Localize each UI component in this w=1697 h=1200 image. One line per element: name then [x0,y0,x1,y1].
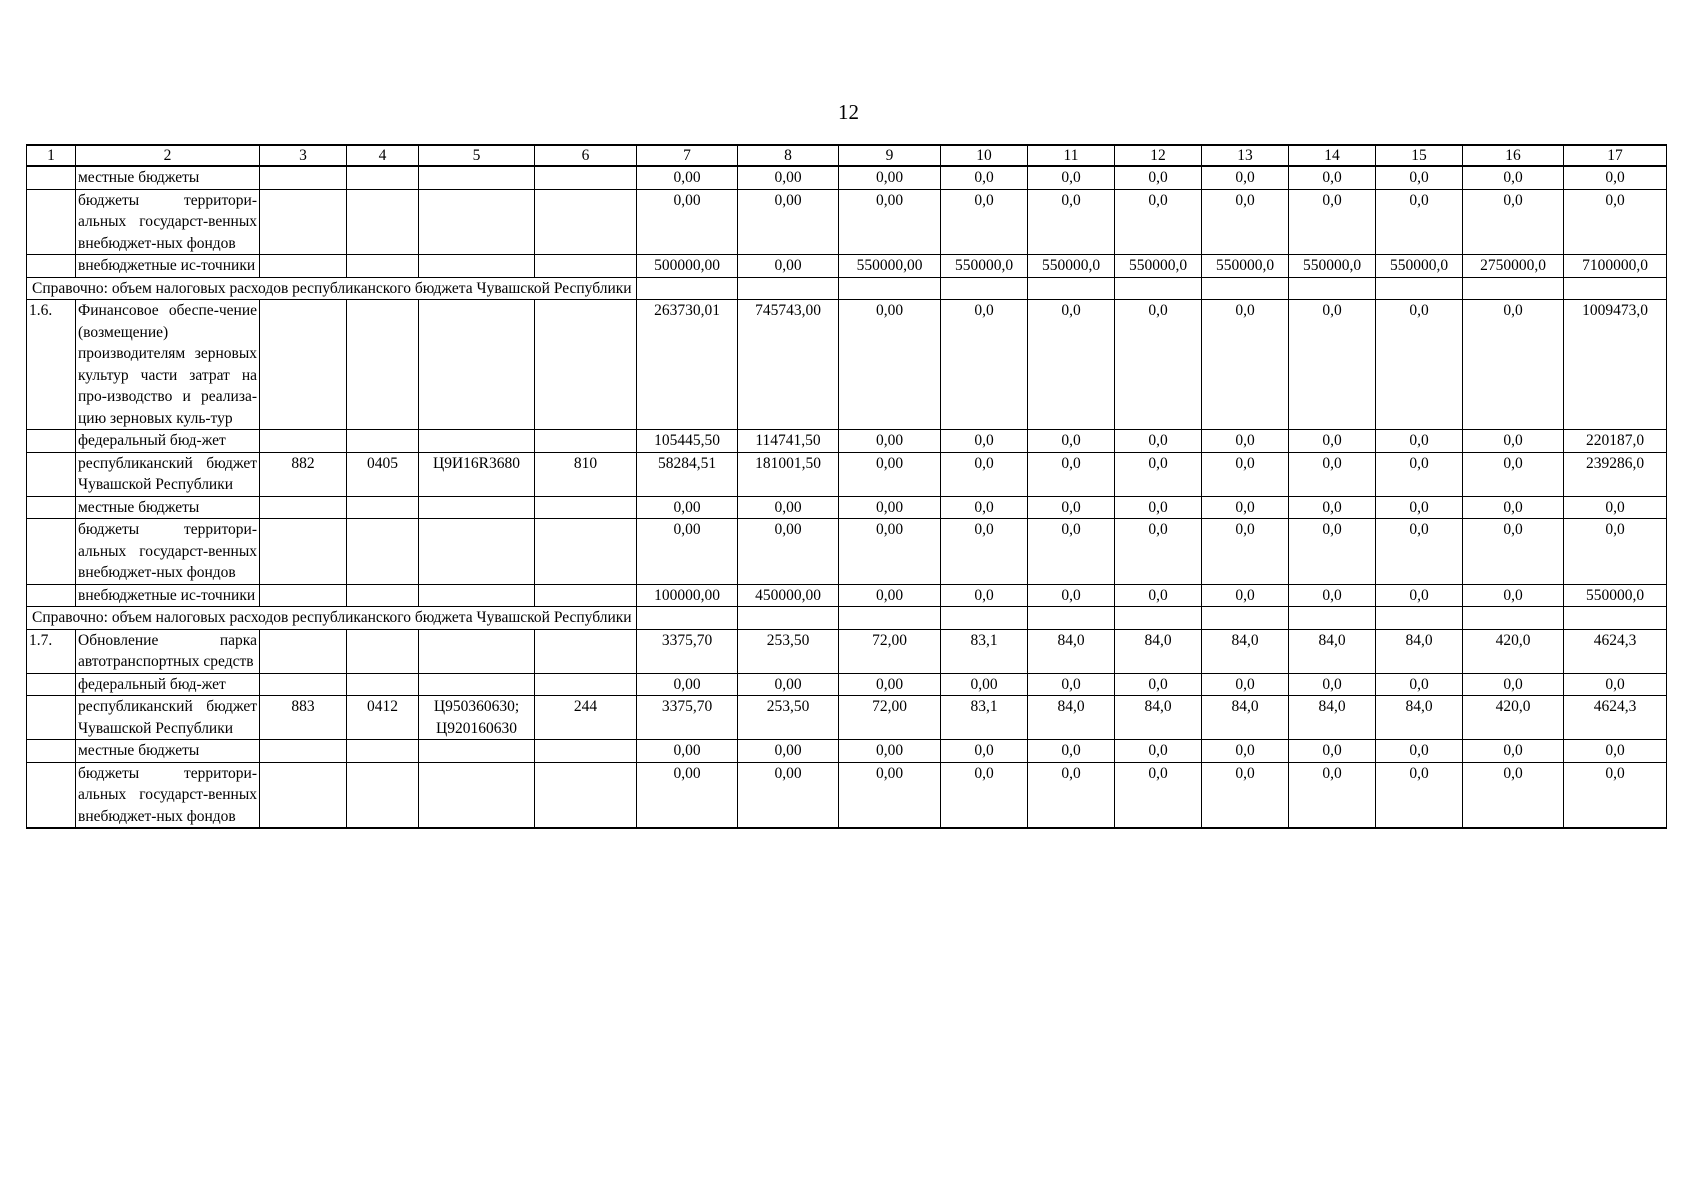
expense-type-cell [535,255,637,278]
grbs-code-cell [260,673,347,696]
value-cell: 84,0 [1115,696,1202,740]
value-cell: 4624,3 [1564,629,1667,673]
value-cell: 0,0 [1202,762,1289,828]
section-code-cell: 0412 [347,696,419,740]
item-number-cell [27,166,76,189]
target-article-cell [419,189,535,255]
table-row [27,496,1667,519]
expense-type-cell [535,166,637,189]
value-cell: 745743,00 [738,300,839,430]
value-cell: 0,00 [637,166,738,189]
table-row [27,519,1667,585]
item-name-cell: республиканский бюджет Чувашской Республики [76,452,260,496]
empty-cell [637,277,738,300]
section-code-cell [347,584,419,607]
value-cell: 0,0 [1463,496,1564,519]
value-cell: 0,0 [1028,762,1115,828]
item-name-cell: местные бюджеты [76,166,260,189]
value-cell: 84,0 [1376,696,1463,740]
value-cell: 4624,3 [1564,696,1667,740]
target-article-cell [419,496,535,519]
item-name-cell: республиканский бюджет Чувашской Республики [76,696,260,740]
grbs-code-cell [260,629,347,673]
value-cell: 0,00 [738,189,839,255]
grbs-code-cell [260,300,347,430]
value-cell: 0,0 [1289,762,1376,828]
empty-cell [1564,607,1667,630]
value-cell: 0,0 [1202,519,1289,585]
grbs-code-cell [260,430,347,453]
value-cell: 0,0 [1115,189,1202,255]
column-header: 11 [1028,145,1115,166]
value-cell: 0,0 [1289,740,1376,763]
item-number-cell [27,584,76,607]
value-cell: 0,0 [1202,584,1289,607]
value-cell: 100000,00 [637,584,738,607]
value-cell: 550000,0 [941,255,1028,278]
value-cell: 0,0 [941,452,1028,496]
grbs-code-cell [260,740,347,763]
value-cell: 0,0 [1289,673,1376,696]
column-header: 7 [637,145,738,166]
value-cell: 0,00 [738,255,839,278]
section-code-cell [347,519,419,585]
value-cell: 105445,50 [637,430,738,453]
value-cell: 0,0 [1376,673,1463,696]
item-number-cell [27,255,76,278]
grbs-code-cell [260,189,347,255]
value-cell: 263730,01 [637,300,738,430]
item-name-cell: бюджеты территори-альных государст-венных внебюджет-ных фондов [76,189,260,255]
column-number-header-row [27,145,1667,166]
expense-type-cell [535,189,637,255]
section-code-cell [347,673,419,696]
value-cell: 84,0 [1202,696,1289,740]
expense-type-cell [535,496,637,519]
value-cell: 0,00 [839,430,941,453]
value-cell: 84,0 [1376,629,1463,673]
section-code-cell [347,629,419,673]
value-cell: 0,0 [1028,189,1115,255]
item-name-cell: федеральный бюд-жет [76,673,260,696]
column-header: 10 [941,145,1028,166]
grbs-code-cell [260,584,347,607]
value-cell: 0,00 [637,519,738,585]
expense-type-cell [535,762,637,828]
value-cell: 84,0 [1289,629,1376,673]
value-cell: 83,1 [941,696,1028,740]
budget-table [26,144,1667,829]
value-cell: 0,0 [1202,300,1289,430]
value-cell: 0,00 [839,496,941,519]
empty-cell [1564,277,1667,300]
table-row [27,189,1667,255]
grbs-code-cell [260,255,347,278]
value-cell: 0,0 [1376,762,1463,828]
empty-cell [1376,277,1463,300]
reference-row [27,277,1667,300]
value-cell: 0,0 [1463,740,1564,763]
column-header: 1 [27,145,76,166]
empty-cell [1202,607,1289,630]
item-number-cell [27,189,76,255]
section-code-cell [347,762,419,828]
reference-text: Справочно: объем налоговых расходов республиканского бюджета Чувашской Республики [27,607,637,630]
item-name-cell: местные бюджеты [76,740,260,763]
column-header: 4 [347,145,419,166]
value-cell: 0,0 [1376,430,1463,453]
value-cell: 0,0 [1202,452,1289,496]
value-cell: 0,00 [637,740,738,763]
value-cell: 550000,0 [1202,255,1289,278]
value-cell: 220187,0 [1564,430,1667,453]
table-row [27,300,1667,430]
empty-cell [839,607,941,630]
empty-cell [839,277,941,300]
grbs-code-cell [260,762,347,828]
empty-cell [941,607,1028,630]
item-name-cell: местные бюджеты [76,496,260,519]
value-cell: 450000,00 [738,584,839,607]
value-cell: 550000,0 [1564,584,1667,607]
value-cell: 0,00 [839,166,941,189]
empty-cell [1028,607,1115,630]
item-number-cell: 1.7. [27,629,76,673]
value-cell: 0,0 [1289,189,1376,255]
value-cell: 181001,50 [738,452,839,496]
target-article-cell [419,629,535,673]
value-cell: 0,0 [1202,430,1289,453]
value-cell: 0,0 [1202,189,1289,255]
table-row [27,255,1667,278]
value-cell: 0,0 [1463,584,1564,607]
value-cell: 420,0 [1463,696,1564,740]
value-cell: 0,0 [1376,166,1463,189]
value-cell: 550000,0 [1028,255,1115,278]
value-cell: 0,0 [1028,430,1115,453]
expense-type-cell [535,300,637,430]
value-cell: 72,00 [839,696,941,740]
expense-type-cell [535,519,637,585]
value-cell: 0,0 [1202,673,1289,696]
target-article-cell [419,430,535,453]
value-cell: 0,0 [1463,762,1564,828]
value-cell: 0,0 [1289,166,1376,189]
value-cell: 0,0 [1376,519,1463,585]
value-cell: 0,0 [1028,452,1115,496]
target-article-cell: Ц950360630; Ц920160630 [419,696,535,740]
column-header: 2 [76,145,260,166]
item-number-cell [27,452,76,496]
value-cell: 0,00 [738,762,839,828]
value-cell: 1009473,0 [1564,300,1667,430]
column-header: 5 [419,145,535,166]
value-cell: 0,0 [1564,673,1667,696]
section-code-cell [347,430,419,453]
value-cell: 0,0 [1289,584,1376,607]
value-cell: 0,00 [839,584,941,607]
value-cell: 550000,00 [839,255,941,278]
value-cell: 0,0 [1115,166,1202,189]
target-article-cell [419,255,535,278]
value-cell: 0,0 [1564,166,1667,189]
target-article-cell [419,300,535,430]
empty-cell [1463,607,1564,630]
value-cell: 3375,70 [637,629,738,673]
value-cell: 84,0 [1028,629,1115,673]
value-cell: 0,0 [1463,519,1564,585]
value-cell: 0,0 [1376,740,1463,763]
item-number-cell [27,696,76,740]
section-code-cell: 0405 [347,452,419,496]
value-cell: 0,0 [1289,300,1376,430]
value-cell: 0,0 [1202,166,1289,189]
item-name-cell: Обновление парка автотранспортных средств [76,629,260,673]
empty-cell [1202,277,1289,300]
column-header: 14 [1289,145,1376,166]
section-code-cell [347,300,419,430]
value-cell: 0,0 [941,762,1028,828]
value-cell: 0,00 [738,519,839,585]
page-number: 12 [838,100,859,124]
value-cell: 0,0 [1028,166,1115,189]
value-cell: 0,00 [839,452,941,496]
value-cell: 0,0 [1463,189,1564,255]
empty-cell [637,607,738,630]
value-cell: 0,0 [941,430,1028,453]
value-cell: 0,0 [1564,762,1667,828]
empty-cell [1028,277,1115,300]
grbs-code-cell [260,166,347,189]
value-cell: 0,0 [1028,673,1115,696]
grbs-code-cell [260,496,347,519]
grbs-code-cell: 882 [260,452,347,496]
column-header: 15 [1376,145,1463,166]
expense-type-cell [535,629,637,673]
value-cell: 0,0 [1028,496,1115,519]
value-cell: 0,0 [1115,300,1202,430]
target-article-cell [419,519,535,585]
value-cell: 0,0 [1376,584,1463,607]
expense-type-cell [535,740,637,763]
item-name-cell: федеральный бюд-жет [76,430,260,453]
value-cell: 253,50 [738,696,839,740]
value-cell: 0,0 [1463,452,1564,496]
value-cell: 3375,70 [637,696,738,740]
section-code-cell [347,189,419,255]
value-cell: 0,00 [738,740,839,763]
item-name-cell: Финансовое обеспе-чение (возмещение) производителям зерновых культур части затрат на про-изводство и реализа-цию зерновых куль-тур [76,300,260,430]
item-name-cell: бюджеты территори-альных государст-венных внебюджет-ных фондов [76,762,260,828]
value-cell: 0,0 [1115,673,1202,696]
column-header: 17 [1564,145,1667,166]
value-cell: 0,0 [1564,519,1667,585]
value-cell: 0,00 [637,189,738,255]
target-article-cell [419,762,535,828]
value-cell: 550000,0 [1289,255,1376,278]
empty-cell [1115,277,1202,300]
value-cell: 420,0 [1463,629,1564,673]
column-header: 9 [839,145,941,166]
column-header: 13 [1202,145,1289,166]
value-cell: 0,0 [1289,430,1376,453]
value-cell: 0,00 [839,519,941,585]
value-cell: 84,0 [1289,696,1376,740]
value-cell: 0,0 [1115,519,1202,585]
expense-type-cell [535,673,637,696]
empty-cell [1115,607,1202,630]
expense-type-cell [535,584,637,607]
column-header: 8 [738,145,839,166]
item-name-cell: внебюджетные ис-точники [76,584,260,607]
value-cell: 114741,50 [738,430,839,453]
value-cell: 0,0 [1115,430,1202,453]
value-cell: 0,00 [637,673,738,696]
table-body [27,145,1667,828]
value-cell: 84,0 [1202,629,1289,673]
table-row [27,762,1667,828]
value-cell: 0,0 [941,189,1028,255]
value-cell: 0,0 [941,300,1028,430]
value-cell: 0,0 [1289,519,1376,585]
value-cell: 550000,0 [1115,255,1202,278]
value-cell: 0,0 [1289,496,1376,519]
empty-cell [1289,607,1376,630]
target-article-cell [419,673,535,696]
reference-row [27,607,1667,630]
value-cell: 0,0 [1202,740,1289,763]
empty-cell [738,277,839,300]
value-cell: 0,0 [941,584,1028,607]
value-cell: 0,00 [637,496,738,519]
column-header: 16 [1463,145,1564,166]
item-number-cell [27,762,76,828]
table-row [27,673,1667,696]
value-cell: 0,0 [1115,452,1202,496]
grbs-code-cell [260,519,347,585]
value-cell: 0,0 [1028,584,1115,607]
empty-cell [738,607,839,630]
value-cell: 0,0 [1463,430,1564,453]
value-cell: 72,00 [839,629,941,673]
value-cell: 253,50 [738,629,839,673]
value-cell: 239286,0 [1564,452,1667,496]
value-cell: 0,0 [1115,762,1202,828]
value-cell: 0,0 [1376,452,1463,496]
table-row [27,430,1667,453]
expense-type-cell: 244 [535,696,637,740]
target-article-cell [419,740,535,763]
item-number-cell [27,430,76,453]
value-cell: 0,00 [738,496,839,519]
expense-type-cell [535,430,637,453]
value-cell: 0,0 [1463,673,1564,696]
value-cell: 0,00 [839,740,941,763]
expense-type-cell: 810 [535,452,637,496]
item-number-cell [27,519,76,585]
value-cell: 0,00 [839,762,941,828]
table-row [27,452,1667,496]
target-article-cell [419,166,535,189]
table-row [27,629,1667,673]
value-cell: 0,0 [941,740,1028,763]
value-cell: 2750000,0 [1463,255,1564,278]
value-cell: 0,00 [941,673,1028,696]
value-cell: 0,00 [738,166,839,189]
value-cell: 0,00 [637,762,738,828]
value-cell: 0,0 [1376,300,1463,430]
value-cell: 550000,0 [1376,255,1463,278]
value-cell: 0,0 [1463,300,1564,430]
value-cell: 0,00 [839,300,941,430]
value-cell: 0,0 [1028,519,1115,585]
value-cell: 84,0 [1028,696,1115,740]
value-cell: 0,0 [941,496,1028,519]
empty-cell [1463,277,1564,300]
value-cell: 0,0 [1564,189,1667,255]
item-number-cell [27,673,76,696]
value-cell: 0,0 [1564,740,1667,763]
column-header: 3 [260,145,347,166]
section-code-cell [347,740,419,763]
value-cell: 0,00 [839,189,941,255]
item-number-cell [27,496,76,519]
value-cell: 7100000,0 [1564,255,1667,278]
section-code-cell [347,166,419,189]
value-cell: 500000,00 [637,255,738,278]
value-cell: 0,0 [1289,452,1376,496]
value-cell: 58284,51 [637,452,738,496]
table-row [27,740,1667,763]
value-cell: 0,0 [1028,300,1115,430]
value-cell: 0,0 [1564,496,1667,519]
value-cell: 0,0 [941,166,1028,189]
target-article-cell [419,584,535,607]
column-header: 6 [535,145,637,166]
value-cell: 0,0 [1115,584,1202,607]
empty-cell [941,277,1028,300]
section-code-cell [347,496,419,519]
item-name-cell: внебюджетные ис-точники [76,255,260,278]
value-cell: 0,00 [839,673,941,696]
value-cell: 0,0 [941,519,1028,585]
value-cell: 84,0 [1115,629,1202,673]
reference-text: Справочно: объем налоговых расходов республиканского бюджета Чувашской Республики [27,277,637,300]
item-name-cell: бюджеты территори-альных государст-венных внебюджет-ных фондов [76,519,260,585]
value-cell: 0,0 [1463,166,1564,189]
value-cell: 0,0 [1115,740,1202,763]
value-cell: 0,0 [1376,189,1463,255]
section-code-cell [347,255,419,278]
item-number-cell [27,740,76,763]
column-header: 12 [1115,145,1202,166]
value-cell: 0,0 [1028,740,1115,763]
empty-cell [1289,277,1376,300]
value-cell: 0,0 [1376,496,1463,519]
value-cell: 0,0 [1115,496,1202,519]
target-article-cell: Ц9И16R3680 [419,452,535,496]
grbs-code-cell: 883 [260,696,347,740]
value-cell: 0,0 [1202,496,1289,519]
value-cell: 0,00 [738,673,839,696]
table-row [27,696,1667,740]
table-row [27,166,1667,189]
empty-cell [1376,607,1463,630]
table-row [27,584,1667,607]
item-number-cell: 1.6. [27,300,76,430]
value-cell: 83,1 [941,629,1028,673]
